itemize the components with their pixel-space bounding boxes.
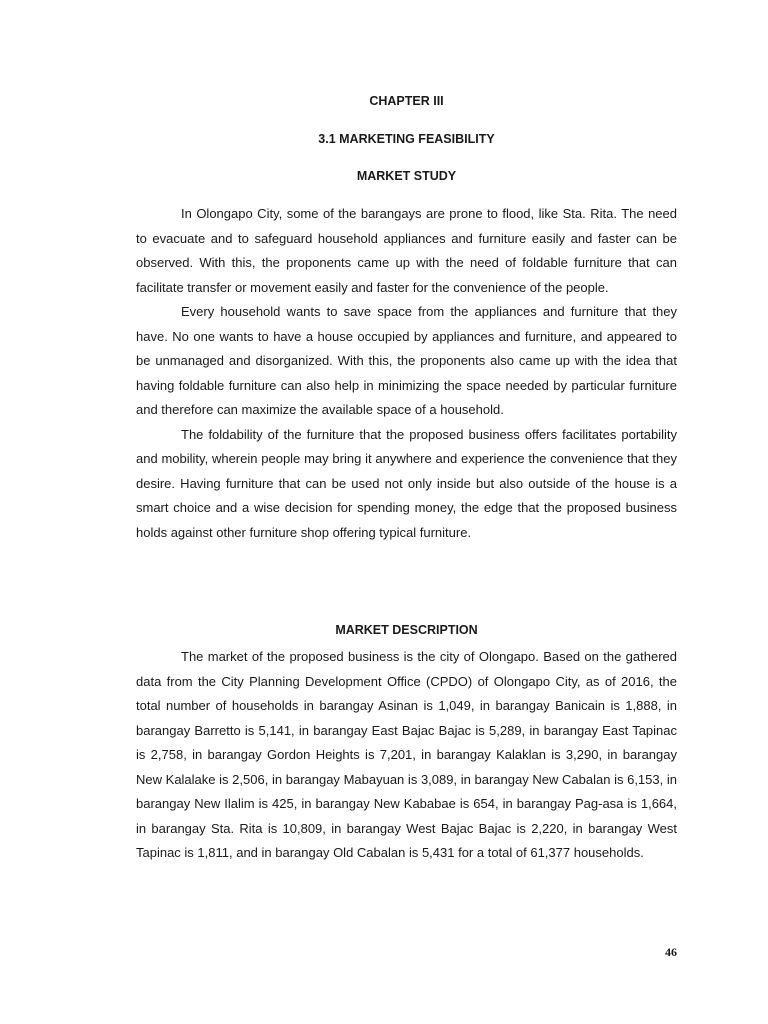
market-study-body bbox=[136, 202, 677, 545]
paragraph: The market of the proposed business is the city of Olongapo. Based on the gathered data from the City Planning Development Office (CPDO) of Olongapo City, as of 2016, the total number of households in barangay Asinan is 1,049, in barangay Banicain is 1,888, in barangay Barretto is 5,141, in barangay East Bajac Bajac is 5,289, in barangay East Tapinac is 2,758, in barangay Gordon Heights is 7,201, in barangay Kalaklan is 3,290, in barangay New Kalalake is 2,506, in barangay Mabayuan is 3,089, in barangay New Cabalan is 6,153, in barangay New Ilalim is 425, in barangay New Kababae is 654, in barangay Pag-asa is 1,664, in barangay Sta. Rita is 10,809, in barangay West Bajac Bajac is 2,220, in barangay West Tapinac is 1,811, and in barangay Old Cabalan is 5,431 for a total of 61,377 households. bbox=[136, 649, 677, 860]
market-study-heading: MARKET STUDY bbox=[356, 169, 457, 183]
chapter-title: CHAPTER III bbox=[369, 94, 444, 108]
market-description-body bbox=[136, 645, 677, 866]
market-description-heading: MARKET DESCRIPTION bbox=[335, 623, 478, 637]
paragraph: In Olongapo City, some of the barangays are prone to flood, like Sta. Rita. The need to evacuate and to safeguard household appliances and furniture easily and faster can be observed. With this, the proponents came up with the need of foldable furniture that can facilitate transfer or movement easily and faster for the convenience of the people. bbox=[136, 206, 677, 295]
page-number: 46 bbox=[665, 945, 677, 959]
paragraph: Every household wants to save space from the appliances and furniture that they have. No one wants to have a house occupied by appliances and furniture, and appeared to be unmanaged and disorganized. With this, the proponents also came up with the idea that having foldable furniture can also help in minimizing the space needed by particular furniture and therefore can maximize the available space of a household. bbox=[136, 304, 677, 417]
section-title: 3.1 MARKETING FEASIBILITY bbox=[318, 132, 495, 146]
paragraph: The foldability of the furniture that the proposed business offers facilitates portability and mobility, wherein people may bring it anywhere and experience the convenience that they desire. Having furniture that can be used not only inside but also outside of the house is a smart choice and a wise decision for spending money, the edge that the proposed business holds against other furniture shop offering typical furniture. bbox=[136, 426, 677, 540]
